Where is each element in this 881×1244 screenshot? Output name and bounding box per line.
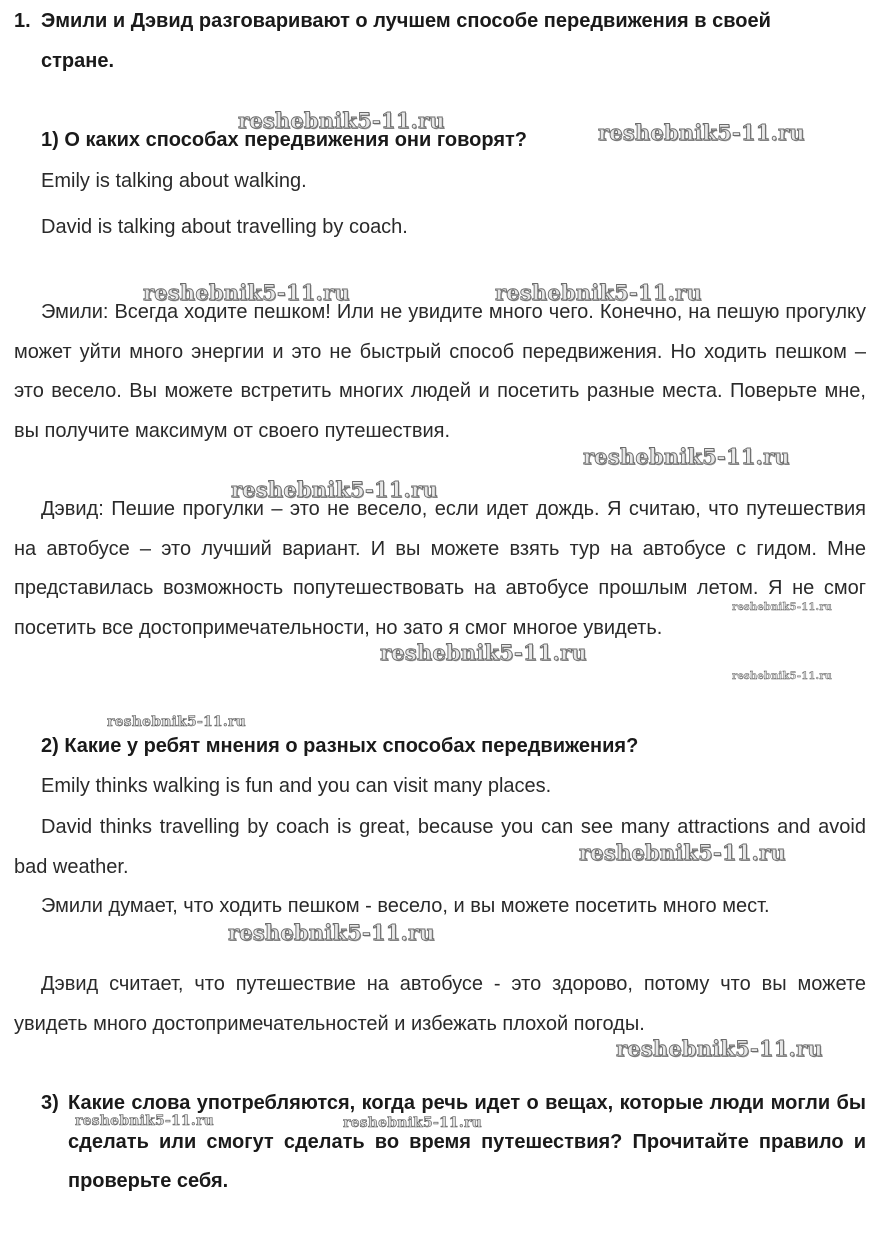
q2-heading: 2) Какие у ребят мнения о разных способах передвижения? — [41, 735, 639, 757]
watermark: reshebnik5-11.ru — [616, 1036, 823, 1061]
david-paragraph: Дэвид: Пешие прогулки – это не весело, если идет дождь. Я считаю, что путешествия на автобусе – это лучший вариант. И вы можете взять тур на автобусе с гидом. Мне представилась возможность попутешествовать на автобусе прошлым летом. Я не смог посетить все достопримечательности, но зато я смог многое увидеть. — [14, 498, 866, 639]
watermark: reshebnik5-11.ru — [143, 280, 350, 305]
task-title-line2: стране. — [41, 50, 115, 72]
q3-heading: Какие слова употребляются, когда речь идет о вещах, которые люди могли бы сделать или смогут сделать во время путешествия? Прочитайте правило и проверьте себя. — [68, 1092, 866, 1192]
watermark: reshebnik5-11.ru — [732, 602, 833, 613]
q1-heading: 1) О каких способах передвижения они говорят? — [41, 129, 528, 151]
q2-answer-emily-ru: Эмили думает, что ходить пешком - весело, и вы можете посетить много мест. — [41, 895, 770, 917]
watermark: reshebnik5-11.ru — [598, 120, 805, 145]
q3-number: 3) — [41, 1092, 59, 1114]
watermark: reshebnik5-11.ru — [75, 1113, 214, 1129]
q2-answer-david-ru: Дэвид считает, что путешествие на автобусе - это здорово, потому что вы можете увидеть много достопримечательностей и избежать плохой погоды. — [14, 973, 866, 1035]
watermark: reshebnik5-11.ru — [238, 108, 445, 133]
watermark: reshebnik5-11.ru — [583, 444, 790, 469]
watermark: reshebnik5-11.ru — [732, 671, 833, 682]
q2-answer-david-en: David thinks travelling by coach is great, because you can see many attractions and avoid bad weather. — [14, 816, 866, 878]
q1-answer-emily: Emily is talking about walking. — [41, 170, 307, 192]
watermark: reshebnik5-11.ru — [579, 840, 786, 865]
task-number: 1. — [14, 10, 31, 32]
watermark: reshebnik5-11.ru — [495, 280, 702, 305]
watermark: reshebnik5-11.ru — [107, 714, 246, 730]
watermark: reshebnik5-11.ru — [228, 920, 435, 945]
task-title-line1: Эмили и Дэвид разговаривают о лучшем способе передвижения в своей — [41, 10, 771, 32]
emily-paragraph: Эмили: Всегда ходите пешком! Или не увидите много чего. Конечно, на пешую прогулку может уйти много энергии и это не быстрый способ передвижения. Но ходить пешком – это весело. Вы можете встретить многих людей и посетить разные места. Поверьте мне, вы получите максимум от своего путешествия. — [14, 301, 866, 442]
q1-answer-david: David is talking about travelling by coach. — [41, 216, 408, 238]
q2-answer-emily-en: Emily thinks walking is fun and you can visit many places. — [41, 775, 552, 797]
watermark: reshebnik5-11.ru — [380, 640, 587, 665]
watermark: reshebnik5-11.ru — [231, 477, 438, 502]
watermark: reshebnik5-11.ru — [343, 1115, 482, 1131]
